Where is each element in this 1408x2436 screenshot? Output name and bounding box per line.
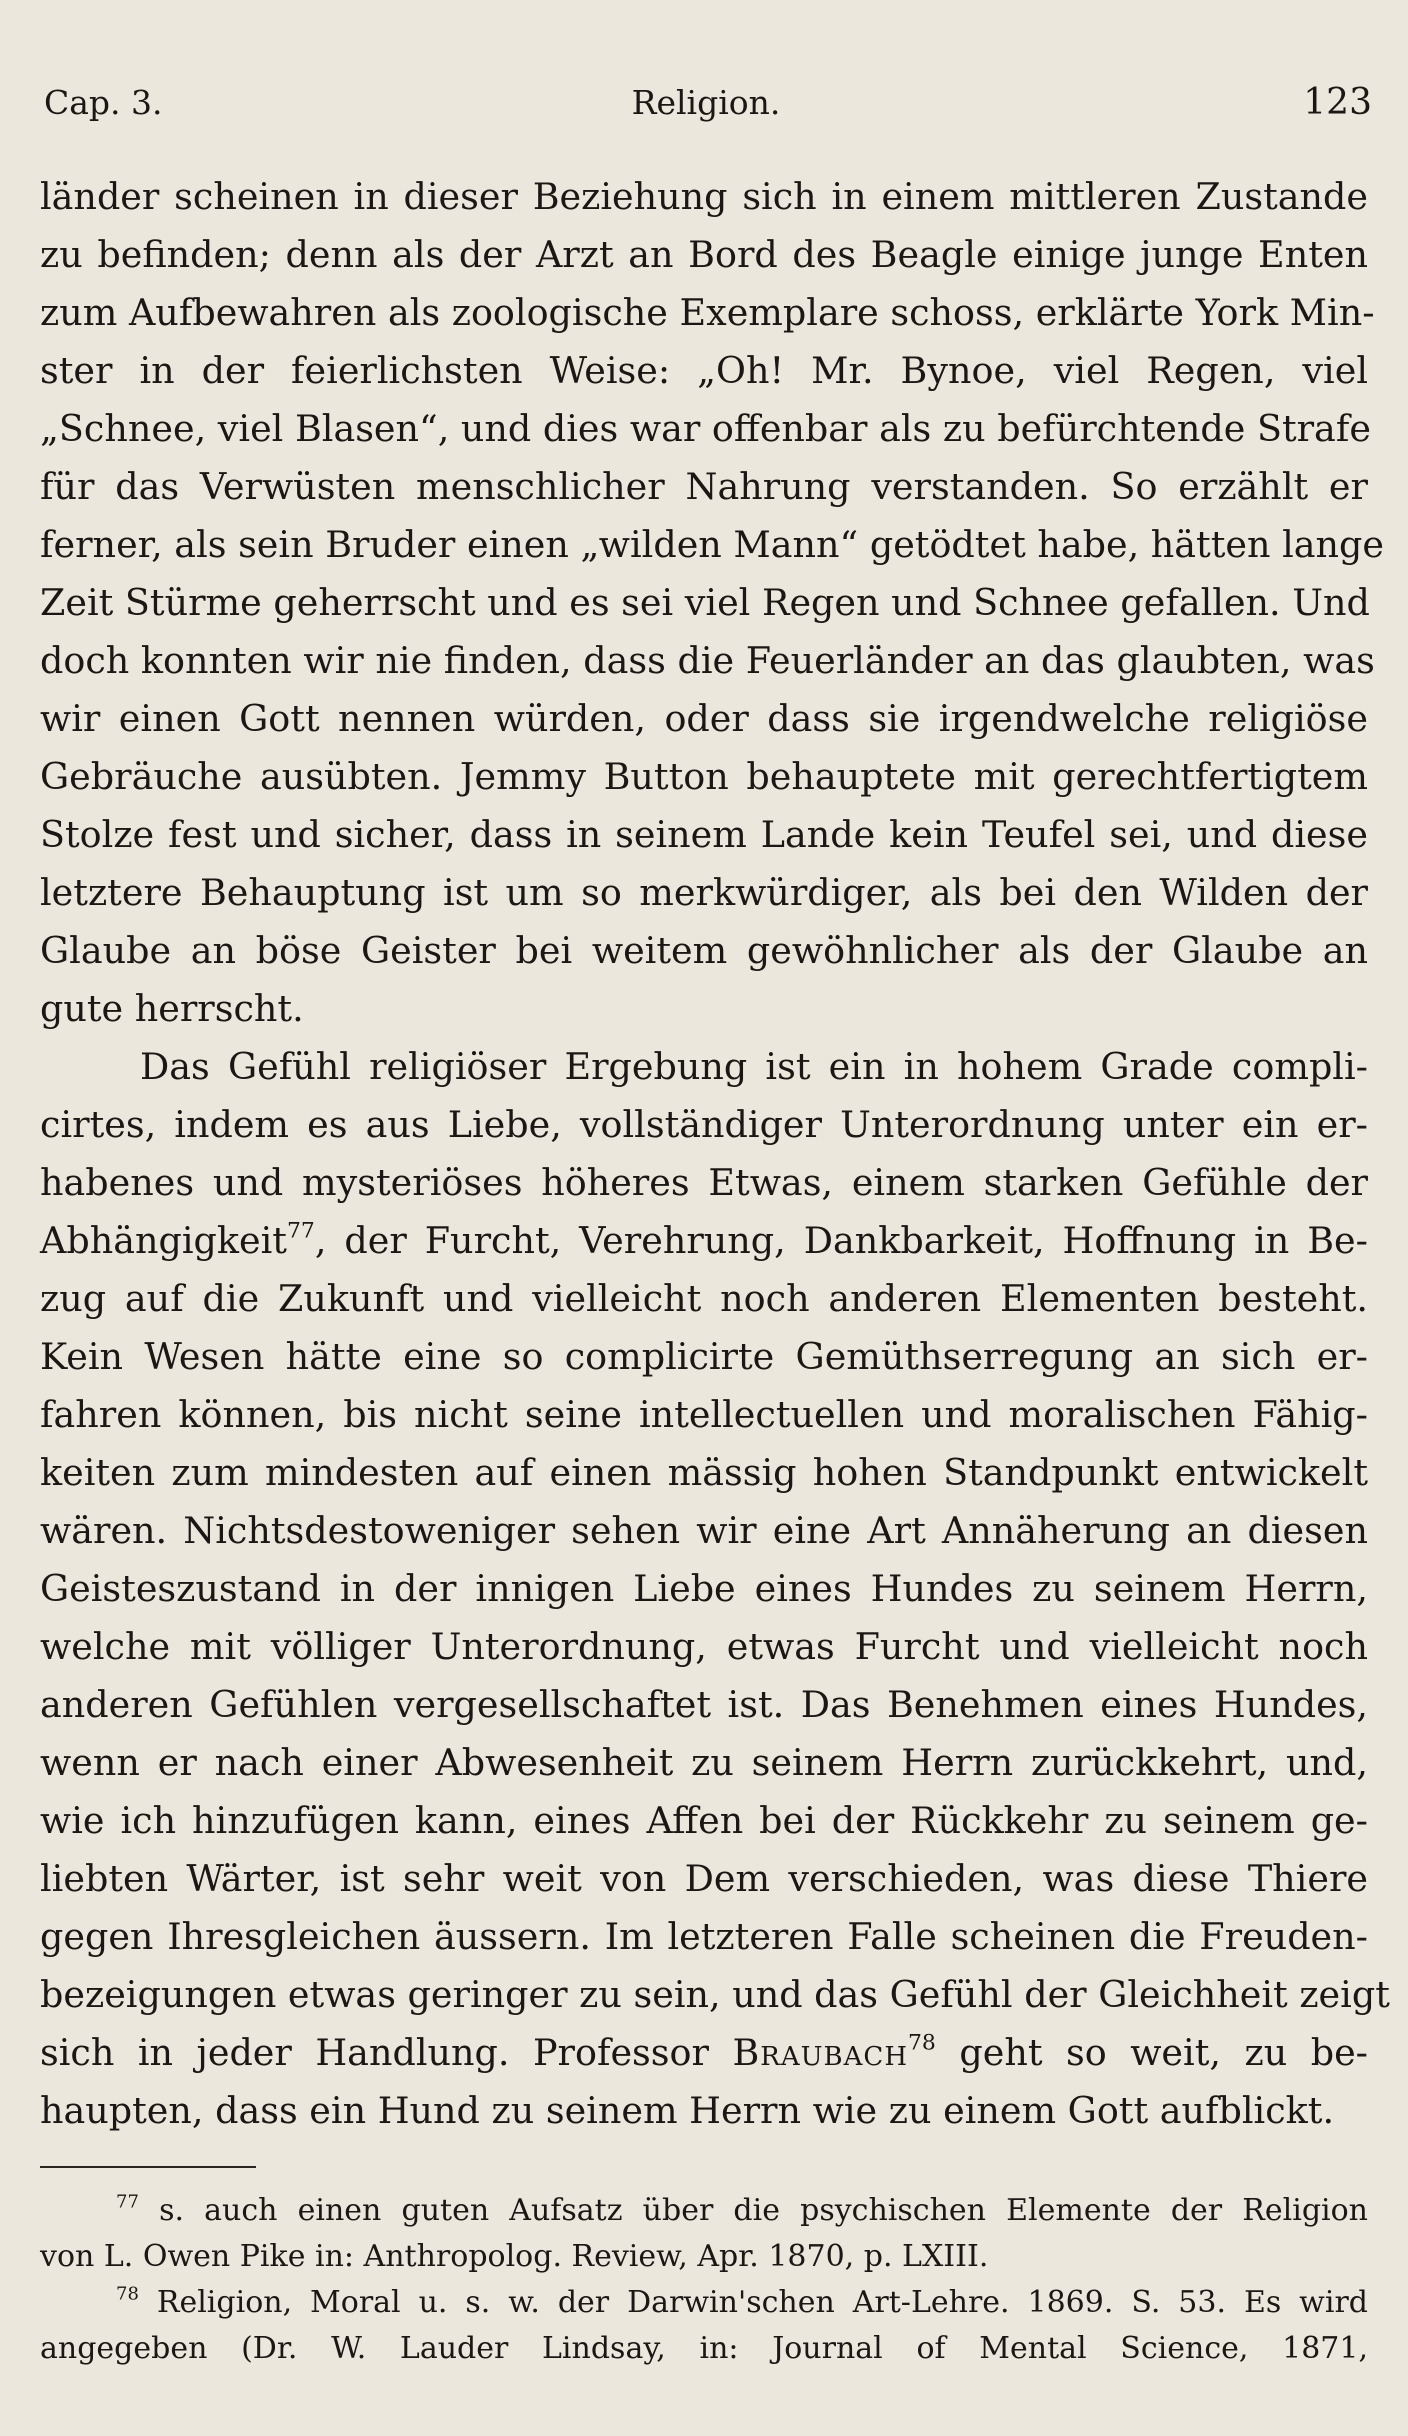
text-line: bezeigungen etwas geringer zu sein, und das Gefühl der Gleichheit zeigt (40, 1973, 1390, 2016)
text-line: ster in der feierlichsten Weise: „Oh! Mr. Bynoe, viel Regen, viel (40, 349, 1368, 392)
text-line: anderen Gefühlen vergesellschaftet ist. Das Benehmen eines Hundes, (40, 1683, 1368, 1726)
text-segment: Abhängigkeit (40, 1219, 287, 1262)
text-line: Zeit Stürme geherrscht und es sei viel Regen und Schnee gefallen. Und (40, 581, 1370, 624)
footnote-line: von L. Owen Pike in: Anthropolog. Review, Apr. 1870, p. LXIII. (40, 2239, 989, 2274)
text-line: Kein Wesen hätte eine so complicirte Gemüthserregung an sich er- (40, 1335, 1368, 1378)
text-line: habenes und mysteriöses höheres Etwas, einem starken Gefühle der (40, 1161, 1368, 1204)
text-line: wir einen Gott nennen würden, oder dass sie irgendwelche religiöse (40, 697, 1368, 740)
footnote-77 (40, 2188, 1368, 2234)
text-line: keiten zum mindesten auf einen mässig hohen Standpunkt entwickelt (40, 1451, 1368, 1494)
text-line: haupten, dass ein Hund zu seinem Herrn wie zu einem Gott aufblickt. (40, 2089, 1335, 2132)
text-line (40, 2024, 1368, 2082)
running-title: Religion. (631, 83, 781, 122)
text-line: für das Verwüsten menschlicher Nahrung verstanden. So erzählt er (40, 465, 1368, 508)
text-line: gute herrscht. (40, 987, 304, 1030)
text-line: Stolze fest und sicher, dass in seinem Lande kein Teufel sei, und diese (40, 813, 1368, 856)
text-segment: geht so weit, zu be- (935, 2031, 1369, 2074)
text-line: wie ich hinzufügen kann, eines Affen bei der Rückkehr zu seinem ge- (40, 1799, 1368, 1842)
text-line: länder scheinen in dieser Beziehung sich in einem mittleren Zustande (40, 175, 1368, 218)
page-header (40, 78, 1372, 128)
text-line: liebten Wärter, ist sehr weit von Dem verschieden, was diese Thiere (40, 1857, 1368, 1900)
text-line: wenn er nach einer Abwesenheit zu seinem Herrn zurückkehrt, und, (40, 1741, 1368, 1784)
text-line: cirtes, indem es aus Liebe, vollständiger Unterordnung unter ein er- (40, 1103, 1368, 1146)
text-line: wären. Nichtsdestoweniger sehen wir eine Art Annäherung an diesen (40, 1509, 1368, 1552)
footnote-text: s. auch einen guten Aufsatz über die psychischen Elemente der Religion (159, 2193, 1368, 2228)
text-line (40, 1212, 1368, 1270)
text-line: zum Aufbewahren als zoologische Exemplare schoss, erklärte York Min- (40, 291, 1375, 334)
text-line: gegen Ihresgleichen äussern. Im letzteren Falle scheinen die Freuden- (40, 1915, 1368, 1958)
page-number: 123 (1303, 82, 1372, 123)
text-segment: sich in jeder Handlung. Professor (40, 2031, 709, 2074)
footnote-78 (40, 2280, 1368, 2326)
text-line: Geisteszustand in der innigen Liebe eines Hundes zu seinem Herrn, (40, 1567, 1368, 1610)
footnote-ref-77[interactable]: 77 (286, 1218, 315, 1244)
author-name: Braubach (732, 2031, 908, 2074)
text-line: zu befinden; denn als der Arzt an Bord des Beagle einige junge Enten (40, 233, 1368, 276)
text-line: fahren können, bis nicht seine intellectuellen und moralischen Fähig- (40, 1393, 1368, 1436)
footnote-divider (40, 2166, 256, 2168)
text-line: Gebräuche ausübten. Jemmy Button behauptete mit gerechtfertigtem (40, 755, 1368, 798)
paragraph-start-line: Das Gefühl religiöser Ergebung ist ein in hohem Grade compli- (140, 1045, 1368, 1088)
text-line: welche mit völliger Unterordnung, etwas Furcht und vielleicht noch (40, 1625, 1368, 1668)
text-line: Glaube an böse Geister bei weitem gewöhnlicher als der Glaube an (40, 929, 1368, 972)
footnote-marker: 78 (116, 2283, 139, 2305)
text-line: ferner, als sein Bruder einen „wilden Mann“ getödtet habe, hätten lange (40, 523, 1384, 566)
footnotes (40, 2188, 1368, 2372)
footnote-ref-78[interactable]: 78 (908, 2030, 936, 2056)
footnote-marker: 77 (116, 2191, 139, 2213)
text-line: doch konnten wir nie finden, dass die Feuerländer an das glaubten, was (40, 639, 1375, 682)
footnote-line: angegeben (Dr. W. Lauder Lindsay, in: Journal of Mental Science, 1871, (40, 2331, 1368, 2366)
text-line: zug auf die Zukunft und vielleicht noch anderen Elementen besteht. (40, 1277, 1368, 1320)
text-line: „Schnee, viel Blasen“, und dies war offenbar als zu befürchtende Strafe (40, 407, 1371, 450)
body-text (40, 168, 1390, 2140)
footnote-text: Religion, Moral u. s. w. der Darwin'schen Art-Lehre. 1869. S. 53. Es wird (156, 2285, 1368, 2320)
text-line: letztere Behauptung ist um so merkwürdiger, als bei den Wilden der (40, 871, 1368, 914)
text-segment: , der Furcht, Verehrung, Dankbarkeit, Hoffnung in Be- (314, 1219, 1368, 1262)
chapter-label: Cap. 3. (44, 83, 163, 122)
